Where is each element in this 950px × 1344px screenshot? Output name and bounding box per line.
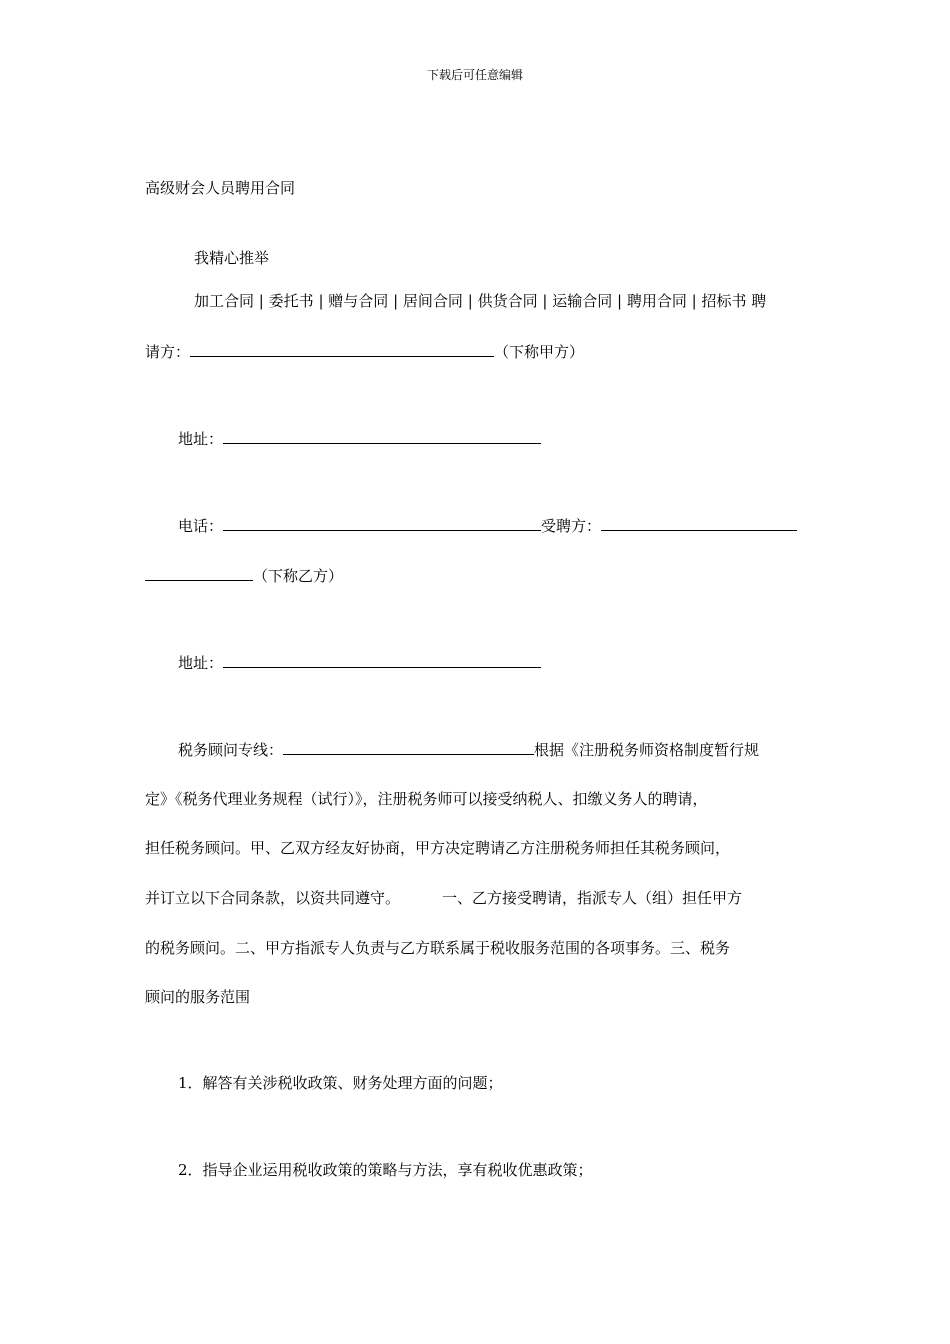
party-b-suffix: （下称乙方）: [253, 567, 344, 585]
phone-line: [178, 515, 797, 536]
party-b-blank[interactable]: [601, 515, 797, 531]
party-b-blank-cont[interactable]: [145, 565, 253, 581]
link-item[interactable]: 居间合同: [402, 292, 463, 310]
separator: |: [258, 292, 264, 310]
para-line-6: 顾问的服务范围: [145, 988, 251, 1006]
list-item: 1．解答有关涉税收政策、财务处理方面的问题；: [178, 1074, 503, 1092]
para-line-1: 根据《注册税务师资格制度暂行规: [534, 741, 760, 759]
link-item[interactable]: 供货合同: [477, 292, 538, 310]
separator: |: [617, 292, 623, 310]
para-line-4a: 并订立以下合同条款，以资共同遵守。: [145, 889, 401, 907]
address-line-b: [178, 652, 541, 673]
link-item[interactable]: 运输合同: [552, 292, 613, 310]
page-header: 下载后可任意编辑: [426, 68, 523, 82]
address-label: 地址：: [178, 654, 224, 672]
separator: |: [318, 292, 324, 310]
address-blank[interactable]: [223, 428, 541, 444]
phone-label: 电话：: [178, 517, 224, 535]
separator: |: [691, 292, 697, 310]
link-item[interactable]: 赠与合同: [328, 292, 389, 310]
link-item[interactable]: 聘用合同: [626, 292, 687, 310]
link-row: [194, 291, 766, 311]
document-title: 高级财会人员聘用合同: [145, 179, 296, 197]
para-line-2: 定》《税务代理业务规程（试行）》，注册税务师可以接受纳税人、扣缴义务人的聘请，: [145, 790, 708, 808]
party-a-prefix: 请方：: [145, 343, 191, 361]
address-blank[interactable]: [223, 652, 541, 668]
list-item: 2．指导企业运用税收政策的策略与方法，享有税收优惠政策；: [178, 1161, 593, 1179]
phone-blank[interactable]: [223, 515, 541, 531]
link-item[interactable]: 加工合同: [194, 292, 255, 310]
address-line-a: [178, 428, 541, 449]
link-item[interactable]: 委托书: [268, 292, 314, 310]
separator: |: [542, 292, 548, 310]
para-line-4: [145, 888, 807, 908]
para-line-5: 的税务顾问。二、甲方指派专人负责与乙方联系属于税收服务范围的各项事务。三、税务: [145, 939, 731, 957]
para-line-4b: 一、乙方接受聘请，指派专人（组）担任甲方: [442, 889, 743, 907]
party-a-blank[interactable]: [190, 341, 494, 357]
recommend-text: 我精心推举: [194, 249, 270, 267]
hotline-blank[interactable]: [283, 739, 534, 755]
address-label: 地址：: [178, 430, 224, 448]
link-item[interactable]: 招标书: [701, 292, 747, 310]
party-a-line: [145, 341, 584, 362]
hotline-label: 税务顾问专线：: [178, 741, 284, 759]
separator: |: [467, 292, 473, 310]
party-b-label: 受聘方：: [541, 517, 602, 535]
party-b-line: [145, 565, 343, 586]
pin-label: 聘: [751, 292, 767, 310]
hotline-line: [178, 739, 759, 760]
separator: |: [393, 292, 399, 310]
party-a-suffix: （下称甲方）: [494, 343, 585, 361]
para-line-3: 担任税务顾问。甲、乙双方经友好协商，甲方决定聘请乙方注册税务师担任其税务顾问，: [145, 839, 731, 857]
